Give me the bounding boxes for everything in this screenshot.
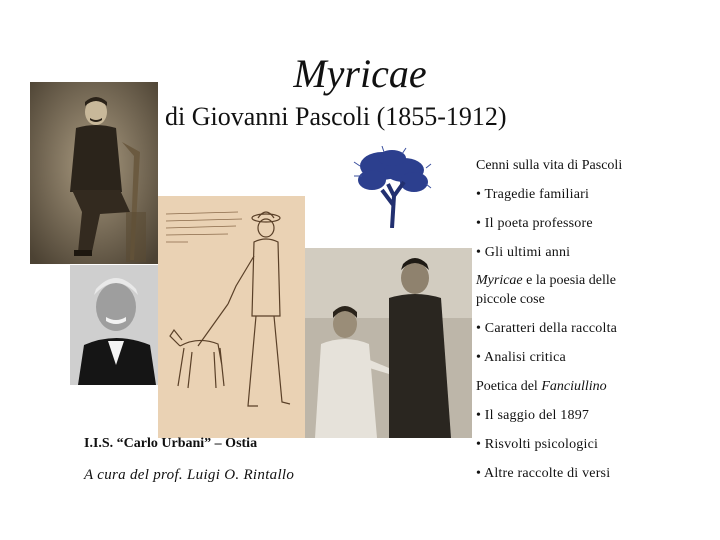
bullet-caratteri[interactable]: • Caratteri della raccolta <box>476 321 618 336</box>
school-name: I.I.S. “Carlo Urbani” – Ostia <box>84 436 258 451</box>
section-heading-myricae-line2[interactable]: piccole cose <box>476 292 545 307</box>
couple-photo <box>305 248 472 438</box>
bullet-saggio[interactable]: • Il saggio del 1897 <box>476 408 590 423</box>
bullet-analisi[interactable]: • Analisi critica <box>476 350 566 365</box>
heading-fanciullino-plain: Poetica del <box>476 379 542 394</box>
section-heading-myricae[interactable] <box>476 273 616 289</box>
tree-image <box>352 146 432 228</box>
slide-subtitle: di Giovanni Pascoli (1855-1912) <box>165 102 507 131</box>
curator-credit: A cura del prof. Luigi O. Rintallo <box>84 467 295 483</box>
slide-title: Myricae <box>293 51 427 96</box>
bullet-altre-raccolte[interactable]: • Altre raccolte di versi <box>476 466 611 481</box>
heading-fanciullino-italic: Fanciullino <box>541 379 607 394</box>
bullet-tragedie[interactable]: • Tragedie familiari <box>476 187 590 202</box>
bullet-poeta-professore[interactable]: • Il poeta professore <box>476 216 593 231</box>
sketch-image <box>158 196 305 438</box>
heading-myricae-italic: Myricae <box>476 273 523 288</box>
bullet-ultimi-anni[interactable]: • Gli ultimi anni <box>476 245 571 260</box>
bust-portrait-photo <box>70 265 158 385</box>
heading-myricae-rest: e la poesia delle <box>522 273 616 288</box>
section-heading-life[interactable]: Cenni sulla vita di Pascoli <box>476 158 623 173</box>
bullet-risvolti[interactable]: • Risvolti psicologici <box>476 437 599 452</box>
section-heading-fanciullino[interactable] <box>476 379 607 395</box>
seated-portrait-photo <box>30 82 158 264</box>
